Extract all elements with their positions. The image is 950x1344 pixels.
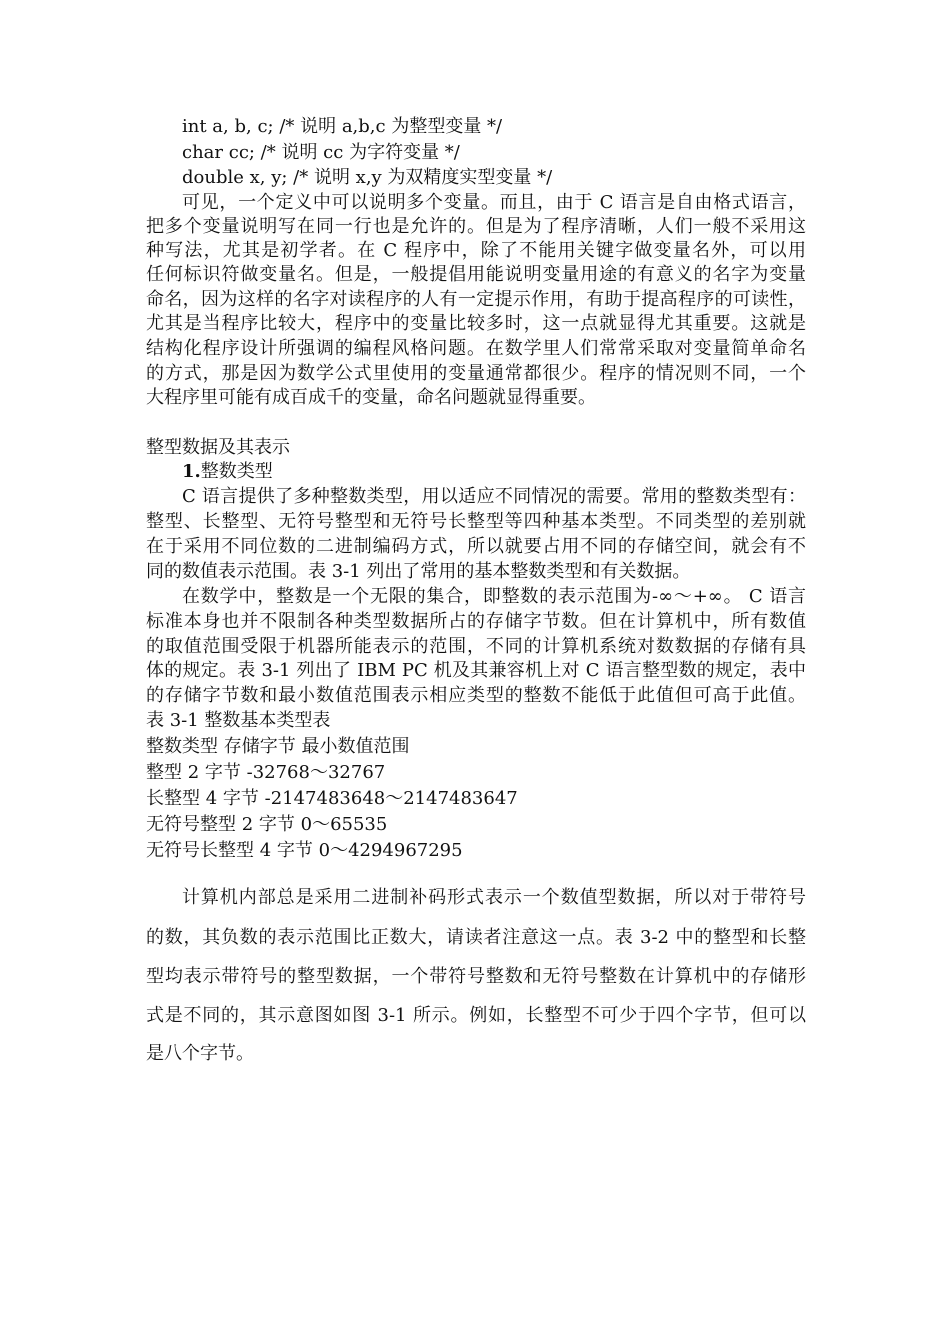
paragraph-line: 的存储字节数和最小数值范围表示相应类型的整数不能低于此值但可高于此值。	[146, 685, 806, 706]
paragraph-line: 是八个字节。	[146, 1043, 254, 1064]
paragraph-line: 整型、长整型、无符号整型和无符号长整型等四种基本类型。不同类型的差别就	[146, 511, 806, 532]
code-line: double x, y; /* 说明 x,y 为双精度实型变量 */	[182, 167, 553, 188]
code-line: char cc; /* 说明 cc 为字符变量 */	[182, 142, 460, 163]
paragraph-line: 可见，一个定义中可以说明多个变量。而且，由于 C 语言是自由格式语言，	[182, 192, 806, 213]
section-title: 整型数据及其表示	[146, 437, 290, 458]
paragraph-line: 体的规定。表 3-1 列出了 IBM PC 机及其兼容机上对 C 语言整型数的规定，表中	[146, 660, 806, 681]
table-caption: 表 3-1 整数基本类型表	[146, 710, 331, 731]
paragraph-line: 尤其是当程序比较大，程序中的变量比较多时，这一点就显得尤其重要。这就是	[146, 313, 806, 334]
subsection-label: 整数类型	[200, 461, 273, 482]
table-row: 无符号长整型 4 字节 0～4294967295	[146, 840, 463, 861]
paragraph-line: 命名，因为这样的名字对读程序的人有一定提示作用，有助于提高程序的可读性，	[146, 289, 806, 310]
paragraph-line: 计算机内部总是采用二进制补码形式表示一个数值型数据，所以对于带符号	[182, 887, 806, 908]
paragraph-line: 式是不同的，其示意图如图 3-1 所示。例如，长整型不可少于四个字节，但可以	[146, 1005, 806, 1026]
table-row: 整型 2 字节 -32768～32767	[146, 762, 386, 783]
paragraph-line: 结构化程序设计所强调的编程风格问题。在数学里人们常常采取对变量简单命名	[146, 338, 806, 359]
paragraph-line: 种写法，尤其是初学者。在 C 程序中，除了不能用关键字做变量名外，可以用	[146, 240, 806, 261]
paragraph-line: 任何标识符做变量名。但是，一般提倡用能说明变量用途的有意义的名字为变量	[146, 264, 806, 285]
paragraph-line: 的方式，那是因为数学公式里使用的变量通常都很少。程序的情况则不同，一个	[146, 363, 806, 384]
paragraph-line: 在于采用不同位数的二进制编码方式，所以就要占用不同的存储空间，就会有不	[146, 536, 806, 557]
paragraph-line: 同的数值表示范围。表 3-1 列出了常用的基本整数类型和有关数据。	[146, 561, 691, 582]
paragraph-line: 在数学中，整数是一个无限的集合，即整数的表示范围为-∞～+∞。 C 语言	[182, 586, 806, 607]
table-row: 无符号整型 2 字节 0～65535	[146, 814, 388, 835]
subsection-number: 1.	[182, 461, 201, 482]
paragraph-line: 标准本身也并不限制各种类型数据所占的存储字节数。但在计算机中，所有数值	[146, 611, 806, 632]
code-line: int a, b, c; /* 说明 a,b,c 为整型变量 */	[182, 116, 503, 137]
paragraph-line: 型均表示带符号的整型数据，一个带符号整数和无符号整数在计算机中的存储形	[146, 966, 806, 987]
paragraph-line: 的取值范围受限于机器所能表示的范围，不同的计算机系统对数数据的存储有具	[146, 636, 806, 657]
table-header: 整数类型 存储字节 最小数值范围	[146, 736, 410, 757]
paragraph-line: 把多个变量说明写在同一行也是允许的。但是为了程序清晰，人们一般不采用这	[146, 216, 806, 237]
paragraph-line: C 语言提供了多种整数类型，用以适应不同情况的需要。常用的整数类型有：	[182, 486, 806, 507]
paragraph-line: 大程序里可能有成百成千的变量，命名问题就显得重要。	[146, 387, 596, 408]
paragraph-line: 的数，其负数的表示范围比正数大，请读者注意这一点。表 3-2 中的整型和长整	[146, 927, 806, 948]
table-row: 长整型 4 字节 -2147483648～2147483647	[146, 788, 518, 809]
subsection-title	[182, 459, 806, 485]
